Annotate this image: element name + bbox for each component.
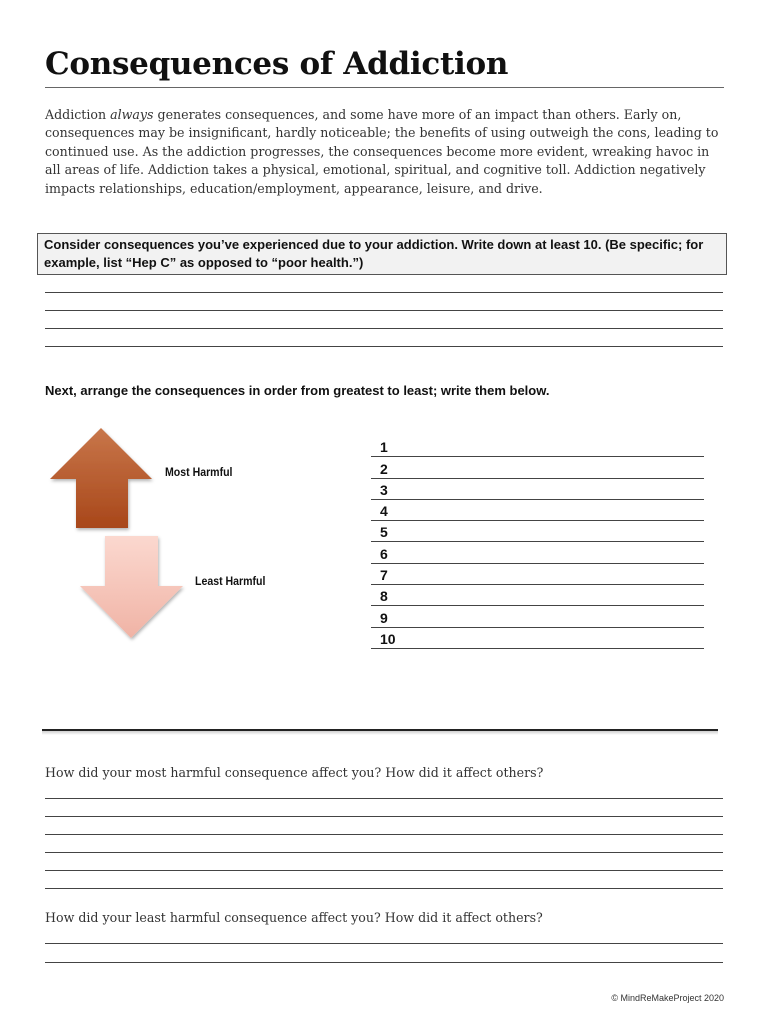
answer-line-most-4[interactable] (45, 852, 723, 853)
rank-line-10[interactable] (371, 627, 704, 649)
consequences-prompt-box: Consider consequences you’ve experienced due to your addiction. Write down at least 10. (Be specific; for example, list “Hep C” as opposed to “poor health.”) (37, 233, 727, 275)
rank-line-4[interactable] (371, 499, 704, 521)
rank-line-8[interactable] (371, 584, 704, 606)
rank-number: 3 (380, 481, 388, 498)
answer-line-least-1[interactable] (45, 943, 723, 944)
title-divider (45, 87, 724, 88)
arrow-down-icon (80, 536, 183, 638)
consequences-write-line-1[interactable] (45, 292, 723, 293)
section-divider-shadow (42, 731, 718, 735)
consequences-write-line-4[interactable] (45, 346, 723, 347)
answer-line-most-1[interactable] (45, 798, 723, 799)
rank-number: 5 (380, 524, 388, 541)
intro-text-rest: generates consequences, and some have more of an impact than others. Early on, consequences may be insignificant, hardly noticeable; the benefits of using outweigh the cons, leading to continued use. As the addiction progresses, the consequences become more evident, wreaking havoc in all areas of life. Addiction takes a physical, emotional, spiritual, and cognitive toll. Addiction negatively impacts relationships, education/employment, appearance, leisure, and drive. (45, 107, 719, 196)
intro-emphasis: always (110, 107, 154, 122)
rank-line-7[interactable] (371, 563, 704, 585)
harm-scale-arrows (48, 426, 198, 646)
question-most-harmful: How did your most harmful consequence affect you? How did it affect others? (45, 765, 544, 780)
answer-line-most-3[interactable] (45, 834, 723, 835)
rank-line-3[interactable] (371, 478, 704, 500)
rank-number: 1 (380, 439, 388, 456)
section-divider (42, 729, 718, 731)
rank-line-1[interactable] (371, 435, 704, 457)
least-harmful-label: Least Harmful (195, 574, 266, 588)
rank-number: 6 (380, 545, 388, 562)
ranking-instructions: Next, arrange the consequences in order from greatest to least; write them below. (45, 383, 550, 398)
rank-line-5[interactable] (371, 520, 704, 542)
intro-paragraph (45, 106, 725, 198)
rank-line-9[interactable] (371, 605, 704, 627)
intro-text-start: Addiction (45, 107, 111, 122)
page-title: Consequences of Addiction (45, 46, 509, 82)
rank-number: 10 (380, 630, 396, 647)
question-least-harmful: How did your least harmful consequence affect you? How did it affect others? (45, 910, 543, 925)
consequences-write-line-2[interactable] (45, 310, 723, 311)
rank-number: 9 (380, 609, 388, 626)
most-harmful-label: Most Harmful (165, 465, 233, 479)
copyright-footer: © MindReMakeProject 2020 (611, 993, 724, 1003)
rank-number: 2 (380, 460, 388, 477)
rank-number: 8 (380, 588, 388, 605)
answer-line-most-6[interactable] (45, 888, 723, 889)
answer-line-most-2[interactable] (45, 816, 723, 817)
rank-line-2[interactable] (371, 456, 704, 478)
rank-line-6[interactable] (371, 542, 704, 564)
rank-number: 4 (380, 503, 388, 520)
answer-line-most-5[interactable] (45, 870, 723, 871)
rank-number: 7 (380, 567, 388, 584)
answer-line-least-2[interactable] (45, 962, 723, 963)
arrow-up-icon (50, 428, 152, 528)
consequences-write-line-3[interactable] (45, 328, 723, 329)
